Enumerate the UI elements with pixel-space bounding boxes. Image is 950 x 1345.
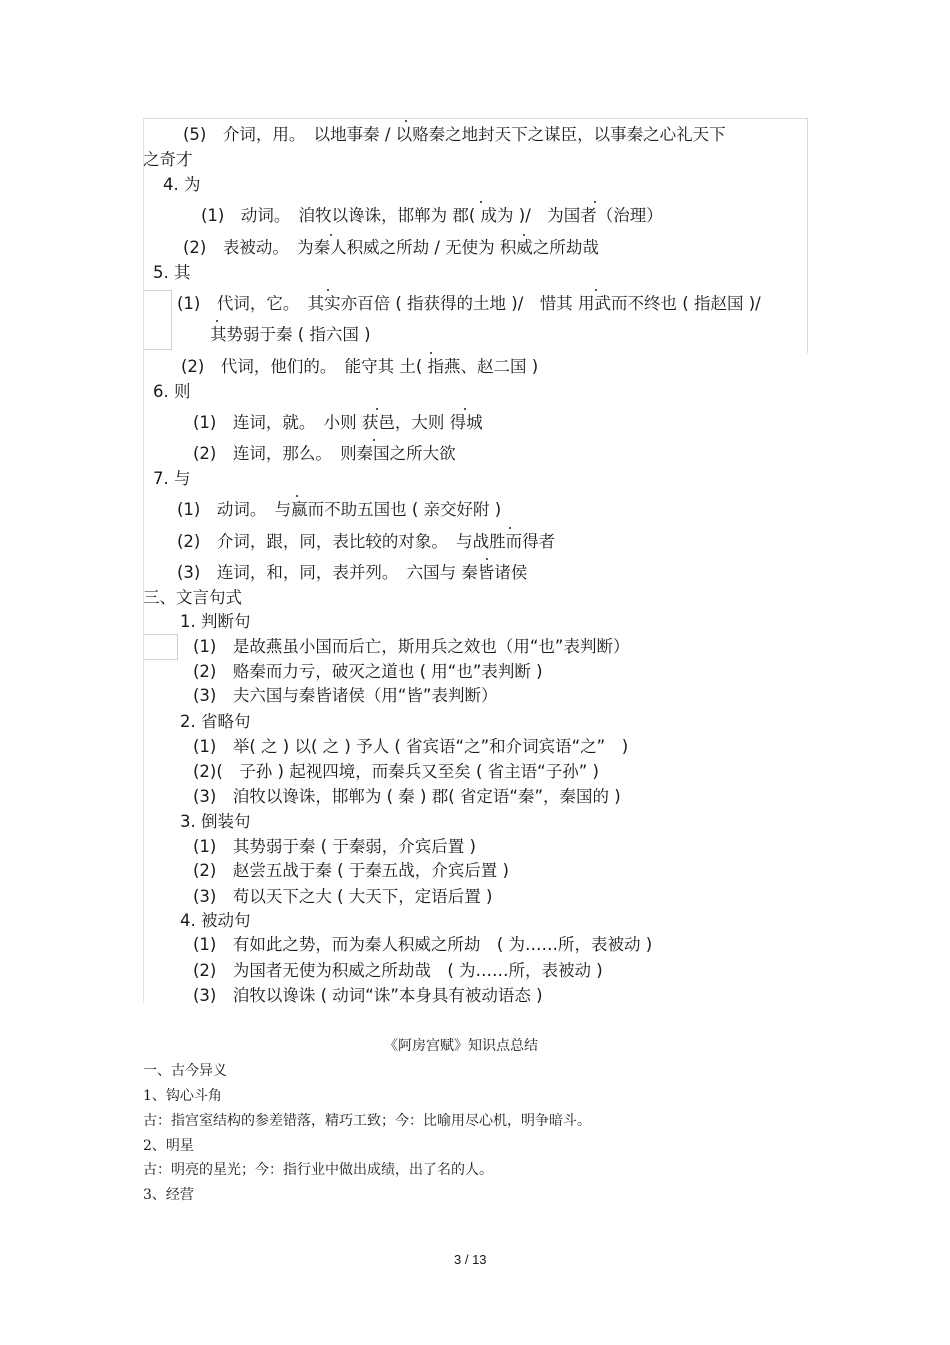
emphasis-dot [509, 527, 511, 529]
emphasis-dot [405, 120, 407, 122]
text-line: (2) 表被动。 为秦人积威之所劫 / 无使为 积威之所劫哉 [183, 238, 599, 257]
text-line: (1) 代词，它。 其实亦百倍 ( 指获得的土地 )/ 惜其 用武而不终也 ( 指赵国 )/ [177, 294, 761, 313]
section-heading: 三、文言句式 [143, 588, 242, 607]
text-line: 之奇才 [143, 150, 193, 169]
text-line: (2) 连词，那么。 则秦国之所大欲 [193, 444, 456, 463]
text-line: 其势弱于秦 ( 指六国 ) [210, 325, 371, 344]
section-heading: 6. 则 [153, 382, 191, 401]
text-line: (2) 赂秦而力亏，破灭之道也 ( 用“也”表判断 ) [193, 662, 543, 681]
emphasis-dot [376, 408, 378, 410]
text-line: (1) 其势弱于秦 ( 于秦弱，介宾后置 ) [193, 837, 476, 856]
text-line: (2) 赵尝五战于秦 ( 于秦五战，介宾后置 ) [193, 861, 509, 880]
text-line: (3) 洎牧以谗诛，邯郸为 ( 秦 ) 郡( 省定语“秦”，秦国的 ) [193, 787, 621, 806]
subsection-heading: 2. 省略句 [180, 712, 251, 731]
emphasis-dot [464, 408, 466, 410]
frame-right-border [807, 118, 808, 353]
section-heading: 4. 为 [163, 175, 201, 194]
text-line: (1) 有如此之势，而为秦人积威之所劫 ( 为……所，表被动 ) [193, 935, 653, 954]
emphasis-dot [523, 234, 525, 236]
emphasis-dot [327, 289, 329, 291]
text-line: (3) 连词，和，同，表并列。 六国与 秦皆诸侯 [177, 563, 528, 582]
frame-left-border [143, 118, 144, 1003]
text-line: (2) 代词，他们的。 能守其 土( 指燕、赵二国 ) [181, 357, 539, 376]
document-title: 《阿房宫赋》知识点总结 [384, 1038, 538, 1054]
section-heading: 5. 其 [153, 263, 191, 282]
emphasis-dot [216, 320, 218, 322]
section-heading: 一、古今异义 [143, 1063, 227, 1079]
emphasis-dot [296, 495, 298, 497]
term-heading: 1、钩心斗角 [143, 1088, 222, 1104]
text-line: (1) 动词。 洎牧以谗诛，邯郸为 郡( 成为 )/ 为国者（治理） [201, 206, 663, 225]
table-cell-box [143, 634, 178, 660]
subsection-heading: 1. 判断句 [180, 612, 251, 631]
page-number: 3 / 13 [454, 1252, 487, 1267]
emphasis-dot [373, 439, 375, 441]
table-cell-box [143, 290, 172, 350]
subsection-heading: 4. 被动句 [180, 911, 251, 930]
subsection-heading: 3. 倒装句 [180, 812, 251, 831]
text-line: (5) 介词，用。 以地事秦 / 以赂秦之地封天下之谋臣，以事秦之心礼天下 [183, 125, 726, 144]
text-line: (2) 为国者无使为积威之所劫哉 ( 为……所，表被动 ) [193, 961, 603, 980]
emphasis-dot [594, 201, 596, 203]
text-line: (3) 苟以天下之大 ( 大天下，定语后置 ) [193, 887, 493, 906]
text-line: (3) 洎牧以谗诛 ( 动词“诛”本身具有被动语态 ) [193, 986, 543, 1005]
text-line: 古：指宫室结构的参差错落，精巧工致；今：比喻用尽心机，明争暗斗。 [143, 1113, 591, 1129]
text-line: (1) 动词。 与嬴而不助五国也 ( 亲交好附 ) [177, 500, 502, 519]
text-line: (3) 夫六国与秦皆诸侯（用“皆”表判断） [193, 686, 498, 705]
emphasis-dot [486, 558, 488, 560]
emphasis-dot [480, 201, 482, 203]
text-line: 古：明亮的星光；今：指行业中做出成绩，出了名的人。 [143, 1162, 493, 1178]
text-line: (1) 举( 之 ) 以( 之 ) 予人 ( 省宾语“之”和介词宾语“之” ) [193, 737, 629, 756]
section-heading: 7. 与 [153, 469, 191, 488]
text-line: (1) 连词，就。 小则 获邑，大则 得城 [193, 413, 483, 432]
text-line: (2) 介词，跟，同，表比较的对象。 与战胜而得者 [177, 532, 556, 551]
emphasis-dot [330, 234, 332, 236]
term-heading: 2、明星 [143, 1138, 194, 1154]
emphasis-dot [595, 289, 597, 291]
text-line: (2)( 子孙 ) 起视四境，而秦兵又至矣 ( 省主语“子孙” ) [193, 762, 599, 781]
frame-top-border [143, 118, 808, 119]
emphasis-dot [430, 352, 432, 354]
text-line: (1) 是故燕虽小国而后亡，斯用兵之效也（用“也”表判断） [193, 637, 630, 656]
term-heading: 3、经营 [143, 1187, 194, 1203]
